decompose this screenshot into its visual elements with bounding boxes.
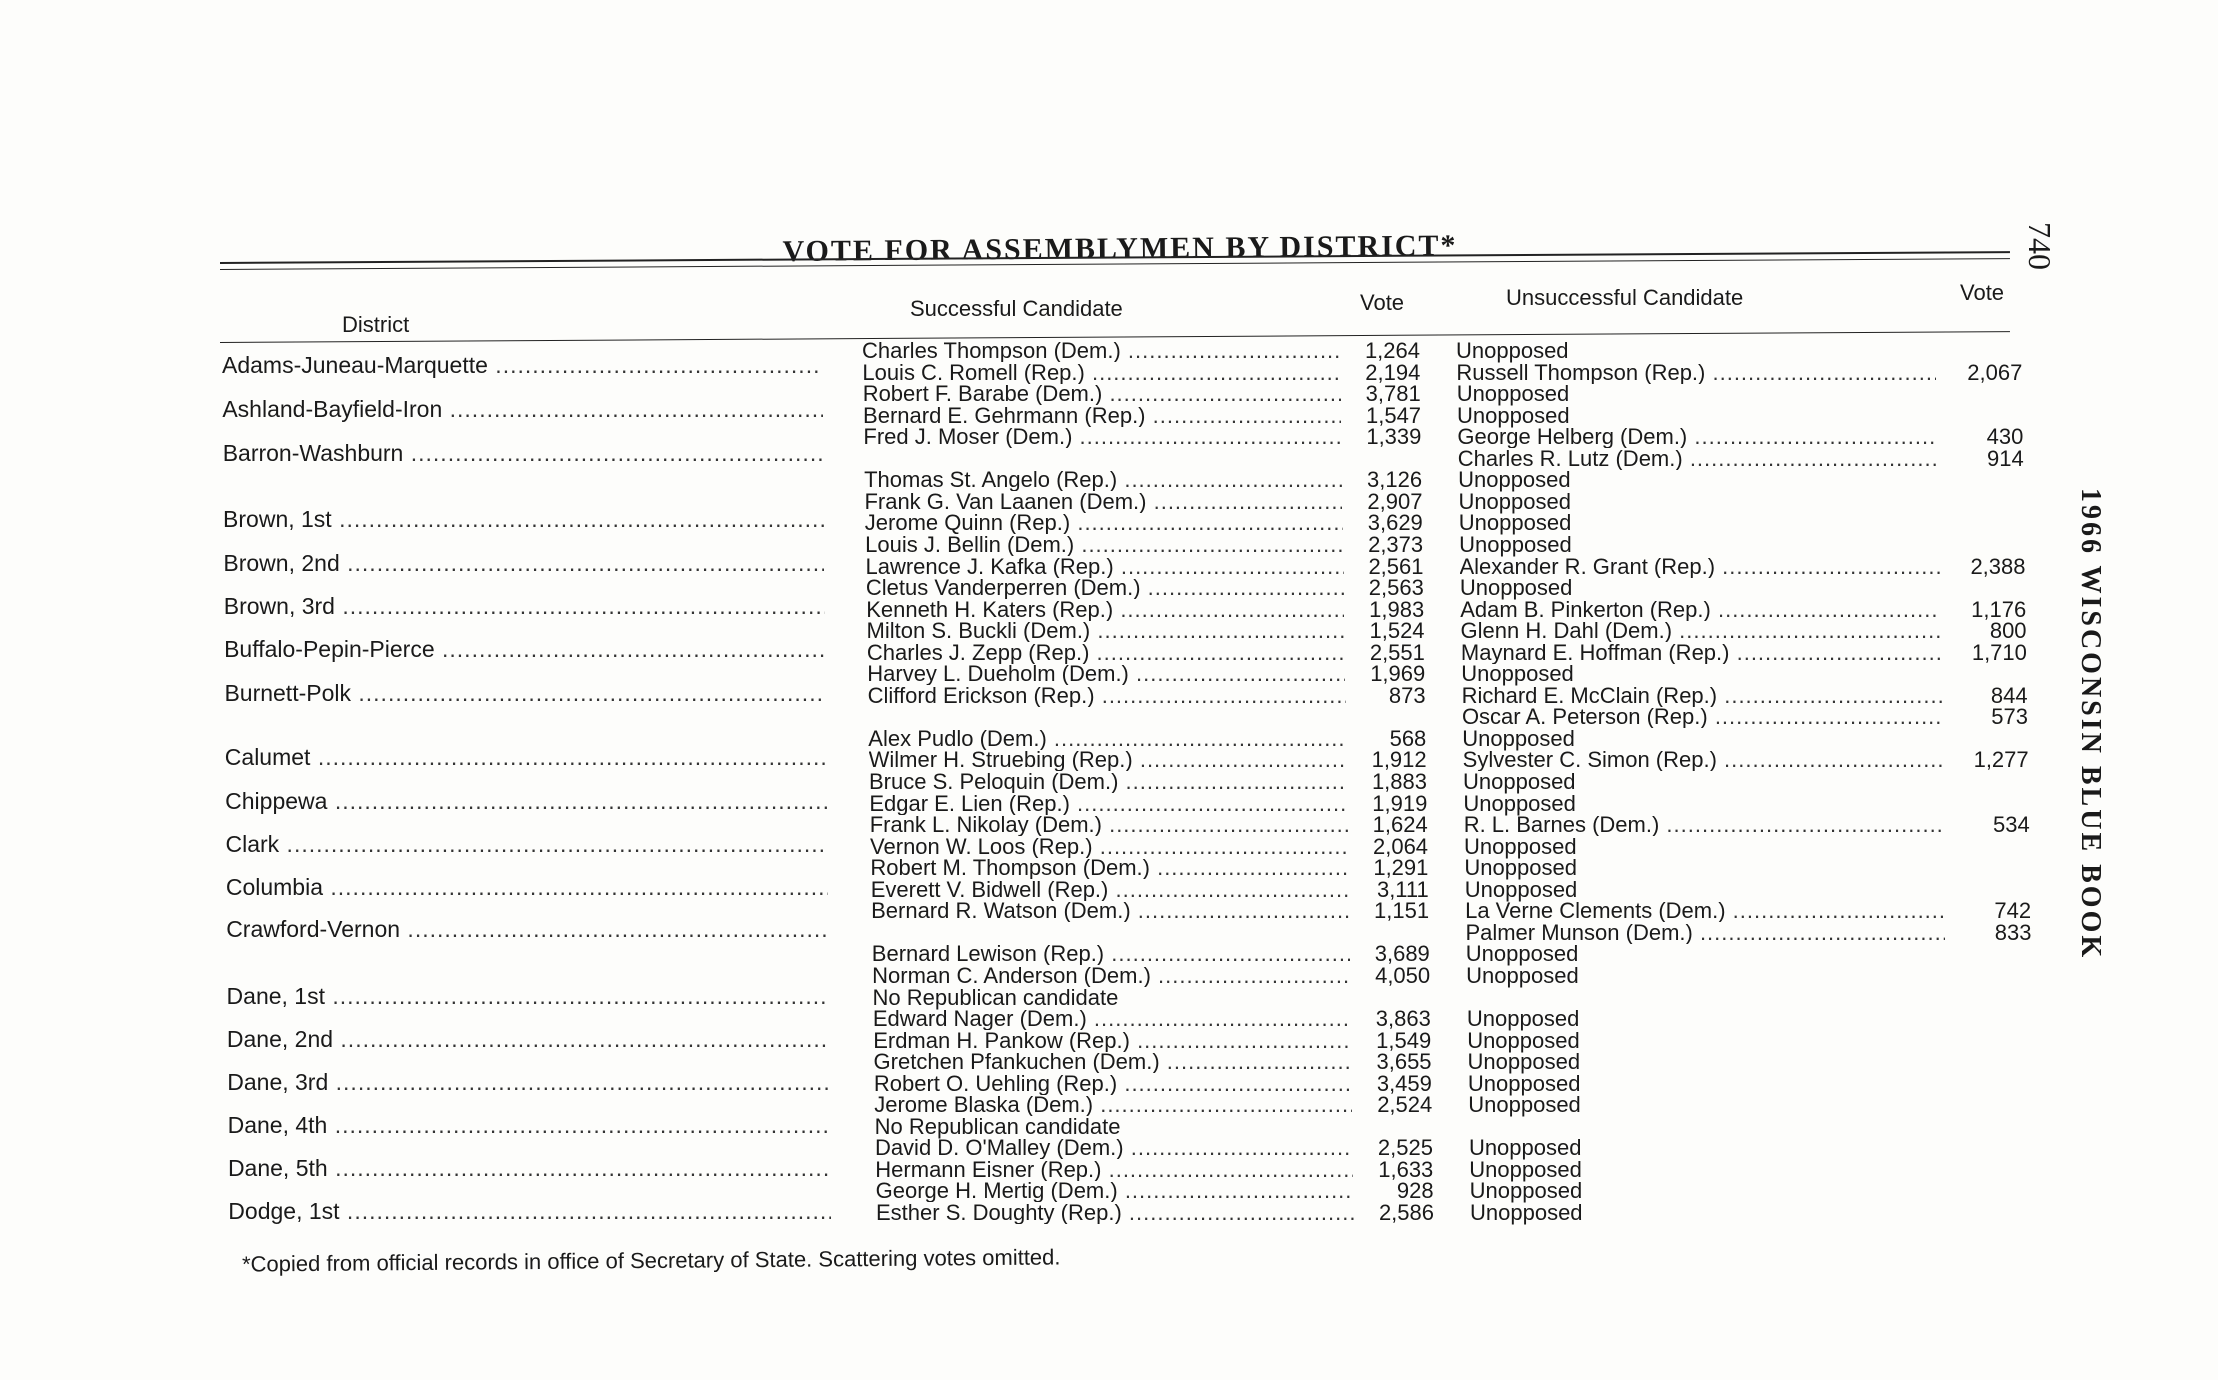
header-district: District <box>342 312 410 337</box>
unsuccessful-candidate: Unopposed <box>1470 1200 1583 1225</box>
successful-vote: 2,561 <box>1368 553 1424 579</box>
unsuccessful-candidate: Unopposed <box>1464 876 1578 902</box>
unsuccessful-vote: 914 <box>1987 445 2024 471</box>
unsuccessful-vote: 833 <box>1994 919 2032 945</box>
successful-vote: 2,525 <box>1377 1135 1433 1161</box>
unsuccessful-vote: 2,067 <box>1967 359 2023 385</box>
successful-vote: 3,459 <box>1376 1070 1432 1096</box>
successful-vote: 873 <box>1388 682 1426 708</box>
unsuccessful-vote: 573 <box>1991 704 2028 730</box>
header-vote-unsuccessful: Vote <box>1960 280 2005 305</box>
district-label: Clark ..... <box>226 831 828 858</box>
successful-vote: 1,339 <box>1366 424 1422 450</box>
header-vote: Vote <box>1360 290 1405 315</box>
successful-vote: 4,050 <box>1375 962 1431 988</box>
successful-candidate: Bernard E. Gehrmann (Rep.) ..... <box>863 405 1341 427</box>
successful-vote: 1,633 <box>1378 1156 1434 1182</box>
successful-vote: 1,264 <box>1364 338 1420 363</box>
district-label: Brown, 2nd ..... <box>223 550 824 577</box>
successful-candidate: Jerome Blaska (Dem.) ..... <box>874 1094 1352 1116</box>
unsuccessful-candidate: Maynard E. Hoffman (Rep.) ..... <box>1461 642 1941 664</box>
successful-vote: 1,983 <box>1369 596 1425 622</box>
footnote: *Copied from official records in office of Secretary of State. Scattering votes omitted. <box>241 1244 1061 1277</box>
table-row <box>0 706 2050 728</box>
successful-vote: 1,883 <box>1371 769 1427 794</box>
successful-candidate: George H. Mertig (Dem.) ..... <box>876 1180 1354 1202</box>
district-label: Dane, 1st ..... <box>227 983 829 1010</box>
district-label: Calumet ..... <box>225 744 826 771</box>
table-row <box>0 919 2050 945</box>
successful-vote: 2,373 <box>1368 531 1424 557</box>
table-row <box>0 984 2050 1010</box>
table-row <box>0 577 2050 599</box>
header-unsuccessful: Unsuccessful Candidate <box>1506 285 1744 310</box>
unsuccessful-candidate: Unopposed <box>1461 661 1574 687</box>
successful-candidate: Fred J. Moser (Dem.) ..... <box>863 426 1341 448</box>
successful-vote: 1,524 <box>1369 618 1425 644</box>
successful-candidate: Clifford Erickson (Rep.) ..... <box>868 685 1346 707</box>
successful-candidate: Bernard Lewison (Rep.) ..... <box>872 943 1350 965</box>
successful-candidate: Bruce S. Peloquin (Dem.) ..... <box>869 771 1347 793</box>
successful-candidate: Erdman H. Pankow (Rep.) ..... <box>873 1030 1351 1052</box>
successful-vote: 3,781 <box>1365 381 1421 407</box>
table-row <box>0 1008 2050 1030</box>
successful-candidate: Frank G. Van Laanen (Dem.) ..... <box>864 491 1342 513</box>
table-row <box>0 488 2050 514</box>
successful-vote: 568 <box>1389 725 1427 751</box>
unsuccessful-candidate: Russell Thompson (Rep.) ..... <box>1456 362 1936 384</box>
unsuccessful-candidate: Unopposed <box>1459 575 1573 601</box>
district-label: Brown, 3rd ..... <box>224 593 825 620</box>
successful-vote: 2,586 <box>1378 1200 1434 1225</box>
district-label: Adams-Juneau-Marquette ..... <box>222 352 822 379</box>
district-label: Dodge, 1st ..... <box>228 1198 831 1225</box>
successful-vote: 1,547 <box>1365 402 1422 428</box>
successful-vote: 3,126 <box>1367 467 1423 493</box>
successful-candidate: Edgar E. Lien (Rep.) ..... <box>869 793 1347 815</box>
successful-candidate: Lawrence J. Kafka (Rep.) ..... <box>866 556 1344 578</box>
successful-candidate: Charles J. Zepp (Rep.) ..... <box>867 642 1345 664</box>
successful-candidate: Robert M. Thompson (Dem.) ..... <box>870 857 1348 879</box>
successful-candidate: Esther S. Doughty (Rep.) ..... <box>876 1202 1354 1224</box>
unsuccessful-candidate: Unopposed <box>1466 962 1579 988</box>
successful-vote: 2,563 <box>1368 575 1424 601</box>
successful-candidate: Wilmer H. Struebing (Rep.) ..... <box>869 749 1347 771</box>
table-row <box>0 876 2050 902</box>
table-row <box>0 790 2050 816</box>
unsuccessful-candidate: Sylvester C. Simon (Rep.) ..... <box>1463 749 1943 771</box>
successful-candidate: Robert F. Barabe (Dem.) ..... <box>863 383 1341 405</box>
successful-vote: 3,629 <box>1367 510 1423 536</box>
successful-vote: 2,524 <box>1377 1092 1433 1118</box>
table-row <box>0 663 2050 685</box>
unsuccessful-vote: 800 <box>1989 618 2027 644</box>
successful-vote: 1,549 <box>1376 1027 1432 1053</box>
unsuccessful-candidate: Unopposed <box>1464 855 1577 881</box>
successful-candidate: Alex Pudlo (Dem.) ..... <box>868 728 1346 750</box>
unsuccessful-candidate: Unopposed <box>1458 467 1571 493</box>
unsuccessful-candidate: Unopposed <box>1467 1070 1581 1096</box>
unsuccessful-candidate: Unopposed <box>1465 941 1579 967</box>
table-row <box>0 1202 2050 1224</box>
unsuccessful-candidate: Unopposed <box>1456 338 1569 363</box>
unsuccessful-candidate: Unopposed <box>1468 1135 1582 1161</box>
successful-candidate: Norman C. Anderson (Dem.) ..... <box>872 965 1350 987</box>
district-label: Dane, 4th ..... <box>228 1112 831 1139</box>
table-row <box>0 1113 2050 1139</box>
unsuccessful-candidate: Charles R. Lutz (Dem.) ..... <box>1458 448 1938 470</box>
successful-candidate: Harvey L. Dueholm (Dem.) ..... <box>867 663 1345 685</box>
unsuccessful-candidate: Alexander R. Grant (Rep.) ..... <box>1460 556 1940 578</box>
successful-candidate: Everett V. Bidwell (Rep.) ..... <box>871 879 1349 901</box>
district-label: Buffalo-Pepin-Pierce ..... <box>224 636 825 663</box>
successful-candidate: Louis J. Bellin (Dem.) ..... <box>865 534 1343 556</box>
successful-vote: 3,655 <box>1376 1049 1432 1075</box>
successful-candidate: Louis C. Romell (Rep.) ..... <box>862 362 1340 384</box>
unsuccessful-candidate: R. L. Barnes (Dem.) ..... <box>1464 814 1944 836</box>
table-row <box>0 553 2050 579</box>
table-row <box>0 620 2050 642</box>
unsuccessful-candidate: Unopposed <box>1467 1049 1581 1075</box>
table-row <box>0 1051 2050 1073</box>
successful-candidate: Bernard R. Watson (Dem.) ..... <box>871 900 1349 922</box>
unsuccessful-candidate: Unopposed <box>1459 531 1572 557</box>
table-row <box>0 749 2050 771</box>
successful-candidate: No Republican candidate <box>874 1113 1121 1139</box>
district-label: Ashland-Bayfield-Iron ..... <box>222 396 822 423</box>
unsuccessful-candidate: Oscar A. Peterson (Rep.) ..... <box>1462 706 1942 728</box>
successful-candidate: Robert O. Uehling (Rep.) ..... <box>874 1073 1352 1095</box>
successful-vote: 2,551 <box>1369 639 1425 665</box>
unsuccessful-candidate: Unopposed <box>1457 402 1570 428</box>
unsuccessful-vote: 844 <box>1990 682 2028 708</box>
table-row <box>0 962 2050 988</box>
unsuccessful-candidate: Unopposed <box>1469 1178 1583 1204</box>
unsuccessful-candidate: Unopposed <box>1463 769 1576 794</box>
successful-candidate: David D. O'Malley (Dem.) ..... <box>875 1137 1353 1159</box>
successful-candidate: Frank L. Nikolay (Dem.) ..... <box>870 814 1348 836</box>
successful-vote: 2,907 <box>1367 488 1423 514</box>
table-row <box>0 833 2050 859</box>
unsuccessful-candidate: Unopposed <box>1464 833 1577 859</box>
table-row <box>0 402 2050 428</box>
district-label: Dane, 3rd ..... <box>227 1069 830 1096</box>
table-row <box>0 340 2050 362</box>
successful-vote: 1,912 <box>1371 747 1427 773</box>
unsuccessful-candidate: La Verne Clements (Dem.) ..... <box>1465 900 1945 922</box>
table-row <box>0 725 2050 751</box>
header-successful: Successful Candidate <box>910 296 1123 321</box>
table-row <box>0 1137 2050 1159</box>
table-row <box>0 469 2050 491</box>
successful-candidate: Cletus Vanderperren (Dem.) ..... <box>866 577 1344 599</box>
unsuccessful-candidate: Richard E. McClain (Rep.) ..... <box>1462 685 1942 707</box>
unsuccessful-candidate: Unopposed <box>1466 1006 1580 1032</box>
successful-candidate: Edward Nager (Dem.) ..... <box>873 1008 1351 1030</box>
successful-vote: 3,689 <box>1374 941 1430 967</box>
table-row <box>0 512 2050 534</box>
district-label: Brown, 1st ..... <box>223 506 824 533</box>
unsuccessful-candidate: Unopposed <box>1463 790 1576 816</box>
district-label: Burnett-Polk ..... <box>224 680 825 707</box>
district-label: Dane, 2nd ..... <box>227 1026 829 1053</box>
unsuccessful-candidate: Unopposed <box>1469 1156 1582 1182</box>
unsuccessful-candidate: Unopposed <box>1467 1027 1580 1053</box>
page-number: 740 <box>2022 222 2058 270</box>
table-row <box>0 857 2050 879</box>
successful-candidate: Gretchen Pfankuchen (Dem.) ..... <box>874 1051 1352 1073</box>
successful-candidate: Charles Thompson (Dem.) ..... <box>862 340 1340 362</box>
successful-candidate: Vernon W. Loos (Rep.) ..... <box>870 836 1348 858</box>
unsuccessful-candidate: Unopposed <box>1458 510 1572 536</box>
successful-vote: 1,624 <box>1372 812 1428 838</box>
successful-candidate: No Republican candidate <box>872 984 1119 1010</box>
table-row <box>0 682 2050 708</box>
table-row <box>0 359 2050 385</box>
unsuccessful-candidate: Palmer Munson (Dem.) ..... <box>1465 922 1945 944</box>
table-row <box>0 383 2050 405</box>
district-label: Chippewa ..... <box>225 788 827 815</box>
successful-vote: 1,969 <box>1370 661 1426 687</box>
unsuccessful-vote: 430 <box>1986 424 2024 450</box>
unsuccessful-candidate: Unopposed <box>1468 1092 1581 1118</box>
successful-candidate: Hermann Eisner (Rep.) ..... <box>875 1159 1353 1181</box>
unsuccessful-candidate: George Helberg (Dem.) ..... <box>1457 426 1937 448</box>
table-row <box>0 771 2050 793</box>
table-row <box>0 1094 2050 1116</box>
unsuccessful-candidate: Unopposed <box>1456 381 1570 407</box>
table-row <box>0 943 2050 965</box>
unsuccessful-vote: 534 <box>1992 812 2030 838</box>
page-title: VOTE FOR ASSEMBLYMEN BY DISTRICT* <box>782 229 1458 268</box>
table-row <box>0 639 2050 665</box>
successful-candidate: Thomas St. Angelo (Rep.) ..... <box>864 469 1342 491</box>
district-label: Columbia ..... <box>226 874 828 901</box>
district-label: Barron-Washburn ..... <box>223 440 823 467</box>
unsuccessful-vote: 1,277 <box>1973 747 2029 773</box>
successful-candidate: Milton S. Buckli (Dem.) ..... <box>867 620 1345 642</box>
unsuccessful-candidate: Unopposed <box>1462 725 1575 751</box>
successful-vote: 1,291 <box>1373 855 1429 881</box>
table-row <box>0 1070 2050 1096</box>
unsuccessful-candidate: Glenn H. Dahl (Dem.) ..... <box>1461 620 1941 642</box>
successful-candidate: Kenneth H. Katers (Rep.) ..... <box>866 599 1344 621</box>
table-row <box>0 445 2050 471</box>
successful-vote: 1,151 <box>1374 898 1430 924</box>
district-label: Crawford-Vernon ..... <box>226 916 828 943</box>
table-row <box>0 1180 2050 1202</box>
successful-candidate: Jerome Quinn (Rep.) ..... <box>865 512 1343 534</box>
successful-vote: 928 <box>1396 1178 1434 1204</box>
table-row <box>0 814 2050 836</box>
unsuccessful-candidate: Unopposed <box>1458 488 1571 514</box>
successful-vote: 3,111 <box>1376 876 1429 902</box>
unsuccessful-vote: 1,710 <box>1971 639 2027 665</box>
unsuccessful-vote: 2,388 <box>1970 553 2026 579</box>
table-row <box>0 900 2050 922</box>
unsuccessful-vote: 742 <box>1994 898 2032 924</box>
successful-vote: 3,863 <box>1375 1006 1431 1032</box>
district-label: Dane, 5th ..... <box>228 1155 831 1182</box>
table-row <box>0 426 2050 448</box>
successful-vote: 1,919 <box>1372 790 1428 816</box>
table-row <box>0 531 2050 557</box>
book-title: 1966 WISCONSIN BLUE BOOK <box>2075 488 2106 961</box>
unsuccessful-vote: 1,176 <box>1971 596 2027 622</box>
table-row <box>0 1027 2050 1053</box>
unsuccessful-candidate: Adam B. Pinkerton (Rep.) ..... <box>1460 599 1940 621</box>
table-row <box>0 596 2050 622</box>
successful-vote: 2,194 <box>1365 359 1421 385</box>
table-row <box>0 1156 2050 1182</box>
successful-vote: 2,064 <box>1372 833 1429 859</box>
